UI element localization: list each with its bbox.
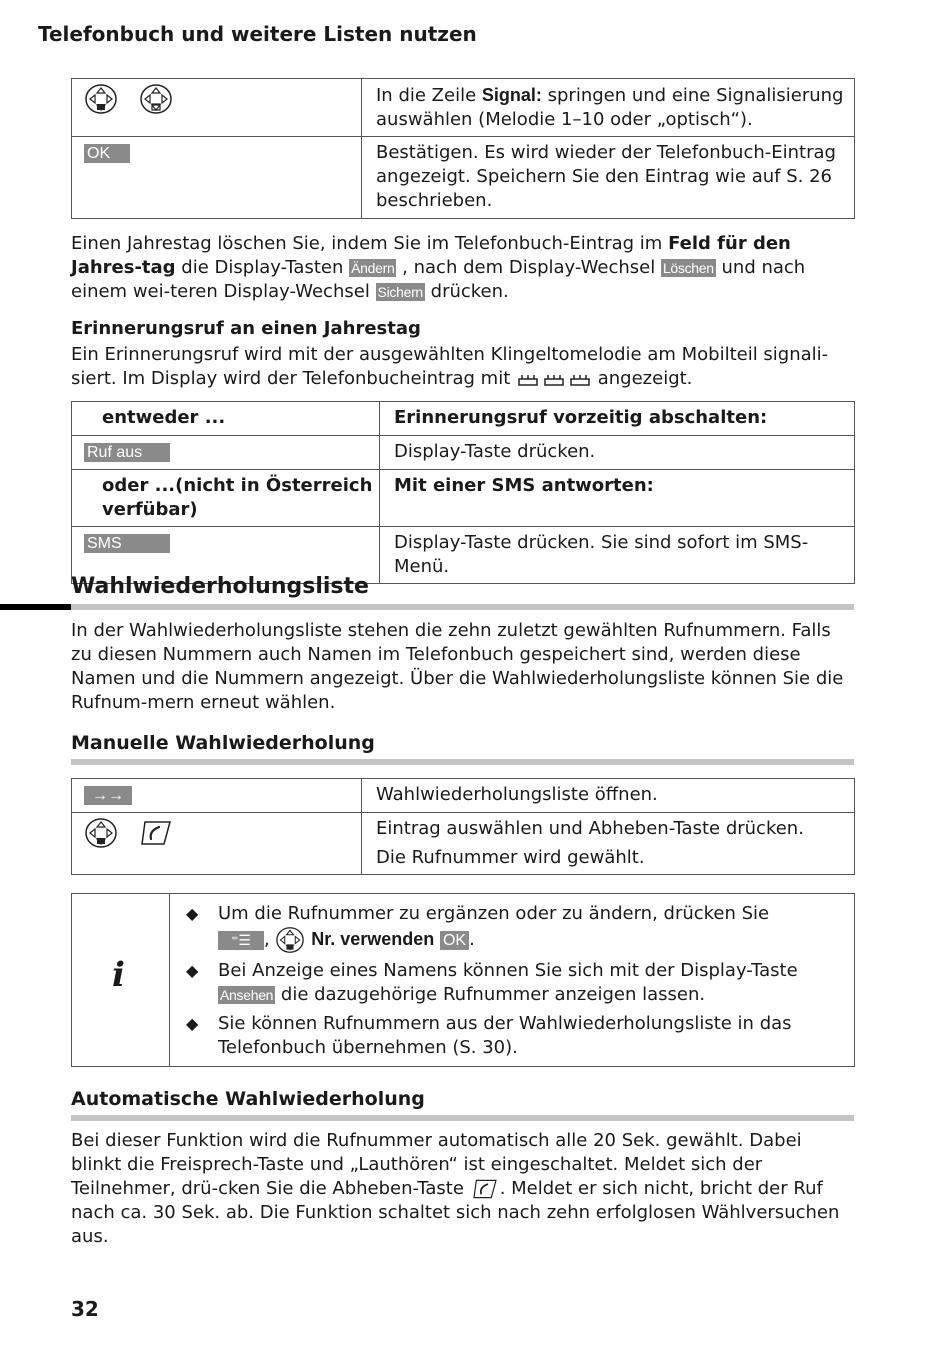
list-item — [184, 902, 844, 954]
control-key-down-icon — [84, 817, 118, 849]
text: Bei Anzeige eines Namens können Sie sich mit der Display-Taste — [218, 960, 798, 981]
text: Ein Erinnerungsruf wird mit der ausgewählten Klingeltomelodie am Mobilteil signali-siert. Im Display wird der Telefonbucheintrag mit — [71, 344, 829, 389]
call-off-softkey: Ruf aus — [84, 443, 170, 462]
option-label: oder ...(nicht in Österreich verfübar) — [72, 470, 380, 527]
subsection-rule — [71, 1115, 854, 1121]
row-text: Eintrag auswählen und Abheben-Taste drücken. — [376, 818, 804, 839]
option-label: entweder ... — [72, 402, 380, 436]
table-row — [72, 470, 855, 527]
auto-redial-heading: Automatische Wahlwiederholung — [71, 1088, 425, 1110]
row-text: springen und eine Signalisierung auswählen (Melodie 1–10 oder „optisch“). — [376, 85, 844, 130]
delete-anniversary-paragraph — [71, 232, 855, 304]
row-text: In die Zeile — [376, 85, 482, 106]
manual-redial-heading: Manuelle Wahlwiederholung — [71, 732, 375, 754]
text: . Meldet er sich nicht, bricht der Ruf nach ca. 30 Sek. ab. Die Funktion schaltet sich nach zehn erfolglosen Wählversuchen aus. — [71, 1178, 840, 1247]
key-cell — [72, 436, 380, 470]
text: drücken. — [424, 281, 509, 302]
control-key-up-icon — [139, 83, 173, 115]
table-row — [72, 779, 855, 813]
auto-redial-paragraph — [71, 1129, 855, 1249]
info-icon: i — [112, 955, 125, 995]
list-item: ◆ Sie können Rufnummern aus der Wahlwiederholungsliste in das Telefonbuch übernehmen (S. 30). — [184, 1012, 844, 1060]
text: , nach dem Display-Wechsel — [396, 257, 661, 278]
info-box — [71, 893, 855, 1067]
talk-key-icon — [470, 1178, 500, 1200]
text: die Display-Tasten — [175, 257, 350, 278]
text: und nach einem wei-teren Display-Wechsel — [71, 257, 806, 302]
row-text: Die Rufnummer wird gewählt. — [376, 847, 645, 868]
field-name: Feld für den Jahres-tag — [71, 233, 791, 278]
info-box-symbol-cell — [72, 894, 170, 1066]
table-row — [72, 436, 855, 470]
redial-list-paragraph: In der Wahlwiederholungsliste stehen die zehn zuletzt gewählten Rufnummern. Falls zu diesen Nummern auch Namen im Telefonbuch gespeichert sind, werden diese Namen und die Nummern angezeigt. Über die Wahlwiederholungsliste können Sie die Rufnum-mern erneut wählen. — [71, 620, 844, 713]
field-name: Signal: — [481, 85, 542, 105]
option-heading: Mit einer SMS antworten: — [380, 470, 855, 527]
delete-softkey: Löschen — [662, 260, 714, 276]
key-cell — [72, 779, 362, 813]
subsection-rule — [71, 759, 854, 765]
text: Bei dieser Funktion wird die Rufnummer automatisch alle 20 Sek. gewählt. Dabei blinkt die Freisprech-Taste und „Lauthören“ ist eingeschaltet. Meldet sich der Teilnehmer, drü-cken Sie die Abheben-Taste — [71, 1130, 802, 1199]
cake-icon — [516, 370, 592, 388]
redial-key: →→ — [84, 786, 132, 805]
description-cell: Bestätigen. Es wird wieder der Telefonbuch-Eintrag angezeigt. Speichern Sie den Eintrag wie auf S. 26 beschrieben. — [362, 137, 855, 219]
key-cell — [72, 79, 362, 137]
section-rule-marker — [0, 604, 71, 610]
page-number: 32 — [71, 1297, 99, 1321]
text: . — [469, 929, 475, 950]
sms-softkey: SMS — [84, 534, 170, 553]
ok-softkey: OK — [440, 931, 469, 950]
key-cell — [72, 137, 362, 219]
reminder-options-table — [71, 401, 855, 584]
text: Einen Jahrestag löschen Sie, indem Sie im Telefonbuch-Eintrag im — [71, 233, 669, 254]
key-cell — [72, 813, 362, 875]
description-cell — [362, 79, 855, 137]
description-cell: Display-Taste drücken. — [380, 436, 855, 470]
description-cell — [362, 813, 855, 875]
signal-steps-table — [71, 78, 855, 219]
section-heading-redial-list: Wahlwiederholungsliste — [71, 574, 369, 599]
menu-item-name: Nr. verwenden — [311, 929, 435, 949]
text: angezeigt. — [597, 368, 693, 389]
option-heading: Erinnerungsruf vorzeitig abschalten: — [380, 402, 855, 436]
text: , — [264, 929, 270, 950]
control-key-down-icon — [84, 83, 118, 115]
save-softkey: Sichern — [377, 284, 423, 300]
table-row — [72, 79, 855, 137]
text: Um die Rufnummer zu ergänzen oder zu ändern, drücken Sie — [218, 903, 770, 924]
manual-redial-table — [71, 778, 855, 875]
view-softkey: Ansehen — [220, 987, 274, 1003]
reminder-heading: Erinnerungsruf an einen Jahrestag — [71, 318, 421, 339]
control-key-down-icon — [275, 926, 305, 954]
description-cell: Display-Taste drücken. Sie sind sofort im SMS-Menü. — [380, 527, 855, 584]
page-header-title: Telefonbuch und weitere Listen nutzen — [38, 22, 477, 46]
reminder-paragraph — [71, 343, 855, 391]
talk-key-icon — [139, 819, 173, 847]
description-cell: Wahlwiederholungsliste öffnen. — [362, 779, 855, 813]
change-softkey: Ändern — [351, 260, 395, 276]
table-row — [72, 813, 855, 875]
info-bullet-list — [184, 902, 844, 1065]
text: die dazugehörige Rufnummer anzeigen lassen. — [275, 984, 706, 1005]
table-row — [72, 402, 855, 436]
options-menu-softkey: ⁼☰ — [218, 931, 264, 950]
table-row — [72, 137, 855, 219]
ok-softkey: OK — [84, 144, 130, 163]
section-rule — [71, 604, 854, 610]
list-item — [184, 959, 844, 1007]
